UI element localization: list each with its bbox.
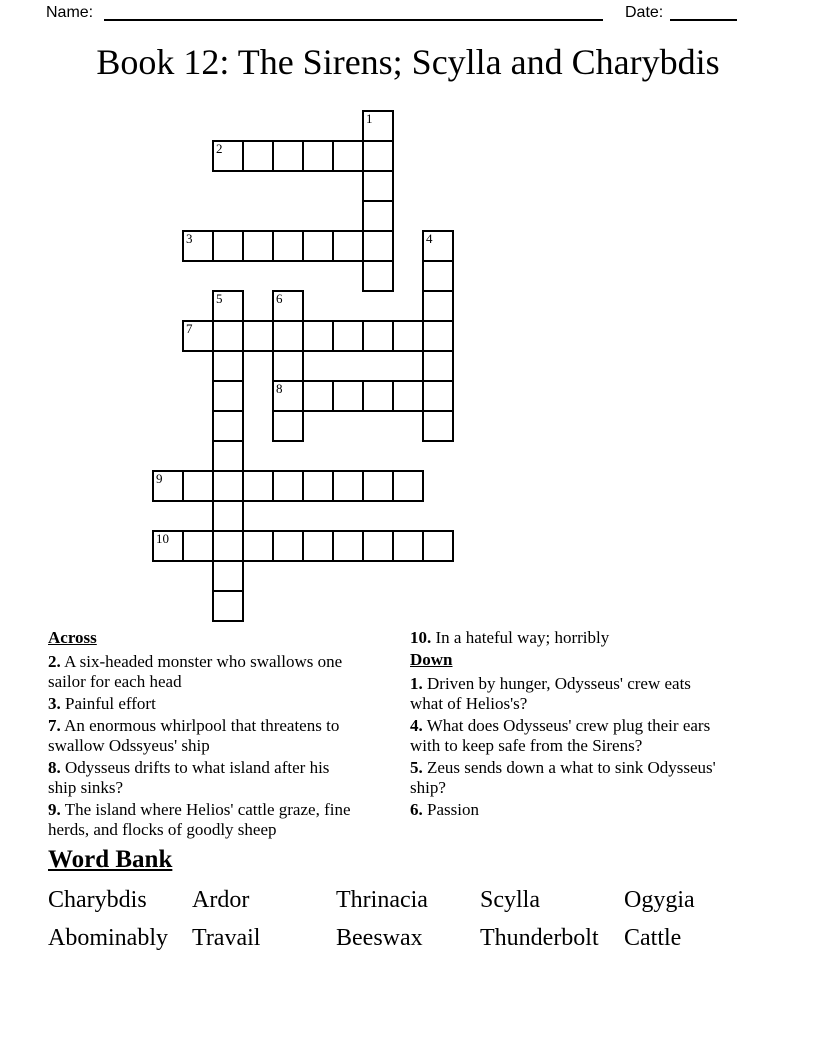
grid-cell[interactable] [422, 230, 454, 262]
clue-text: In a hateful way; horribly [435, 628, 610, 647]
clue-number: 10. [410, 628, 432, 647]
grid-cell[interactable] [272, 320, 304, 352]
grid-cell[interactable] [332, 320, 364, 352]
clue-text: Zeus sends down a what to sink Odysseus' ship? [410, 758, 716, 797]
clue-text: The island where Helios' cattle graze, fine herds, and flocks of goodly sheep [48, 800, 351, 839]
grid-cell[interactable] [272, 140, 304, 172]
word-bank-word: Thunderbolt [480, 925, 599, 951]
grid-cell[interactable] [422, 320, 454, 352]
grid-cell[interactable] [212, 590, 244, 622]
word-bank-word: Cattle [624, 925, 682, 951]
word-bank-word: Travail [192, 925, 261, 951]
grid-cell-number: 10 [156, 531, 169, 546]
word-bank-heading: Word Bank [48, 846, 173, 873]
grid-cell[interactable] [332, 230, 364, 262]
clue-heading: Down [410, 650, 453, 669]
grid-cell-number: 9 [156, 471, 163, 486]
grid-cell-number: 8 [276, 381, 283, 396]
clue-item [48, 652, 357, 692]
grid-cell[interactable] [152, 530, 184, 562]
clue-number: 8. [48, 758, 61, 777]
grid-cell[interactable] [392, 470, 424, 502]
word-bank-list [48, 885, 768, 961]
grid-cell[interactable] [212, 320, 244, 352]
grid-cell[interactable] [212, 560, 244, 592]
clue-text: Passion [427, 800, 479, 819]
grid-cell[interactable] [302, 140, 334, 172]
grid-cell[interactable] [212, 290, 244, 322]
clue-text: Painful effort [65, 694, 156, 713]
grid-cell[interactable] [332, 530, 364, 562]
grid-cell-number: 7 [186, 321, 193, 336]
word-bank-word: Charybdis [48, 887, 147, 913]
grid-cell[interactable] [272, 230, 304, 262]
grid-cell[interactable] [302, 320, 334, 352]
clue-number: 7. [48, 716, 61, 735]
grid-cell[interactable] [422, 410, 454, 442]
grid-cell[interactable] [422, 380, 454, 412]
grid-cell-number: 1 [366, 111, 373, 126]
clue-number: 1. [410, 674, 423, 693]
date-blank-line[interactable] [670, 19, 737, 21]
name-label: Name: [46, 4, 94, 21]
grid-cell-number: 6 [276, 291, 283, 306]
grid-cell[interactable] [212, 410, 244, 442]
grid-cell[interactable] [212, 500, 244, 532]
grid-cell[interactable] [302, 230, 334, 262]
grid-cell[interactable] [272, 350, 304, 382]
grid-cell[interactable] [212, 140, 244, 172]
grid-cell[interactable] [362, 380, 394, 412]
grid-cell[interactable] [422, 350, 454, 382]
clue-item [410, 800, 718, 820]
grid-cell-number: 3 [186, 231, 193, 246]
clue-number: 5. [410, 758, 423, 777]
clue-text: An enormous whirlpool that threatens to swallow Odssyeus' ship [48, 716, 340, 755]
grid-cell[interactable] [212, 530, 244, 562]
clue-item [410, 674, 718, 714]
clues-left-column [48, 628, 357, 842]
grid-cell[interactable] [302, 380, 334, 412]
clue-heading: Across [48, 628, 97, 647]
clue-item [410, 716, 718, 756]
clue-item [48, 716, 357, 756]
grid-cell[interactable] [182, 530, 214, 562]
grid-cell[interactable] [272, 380, 304, 412]
word-bank-word: Ogygia [624, 887, 695, 913]
grid-cell[interactable] [182, 320, 214, 352]
grid-cell[interactable] [392, 320, 424, 352]
grid-cell[interactable] [272, 470, 304, 502]
name-blank-line[interactable] [104, 19, 603, 21]
grid-cell[interactable] [362, 320, 394, 352]
clue-text: What does Odysseus' crew plug their ears with to keep safe from the Sirens? [410, 716, 711, 755]
word-bank-word: Thrinacia [336, 887, 428, 913]
grid-cell[interactable] [362, 230, 394, 262]
grid-cell[interactable] [242, 470, 274, 502]
clue-text: A six-headed monster who swallows one sailor for each head [48, 652, 343, 691]
grid-cell[interactable] [182, 230, 214, 262]
date-label: Date: [625, 4, 664, 21]
clue-number: 4. [410, 716, 423, 735]
grid-cell[interactable] [182, 470, 214, 502]
grid-cell[interactable] [422, 260, 454, 292]
grid-cell[interactable] [362, 140, 394, 172]
word-bank-word: Beeswax [336, 925, 423, 951]
grid-cell[interactable] [302, 470, 334, 502]
grid-cell[interactable] [242, 320, 274, 352]
clue-item [48, 800, 357, 840]
grid-cell[interactable] [392, 380, 424, 412]
grid-cell[interactable] [212, 230, 244, 262]
grid-cell[interactable] [422, 530, 454, 562]
grid-cell[interactable] [212, 380, 244, 412]
grid-cell-number: 2 [216, 141, 223, 156]
grid-cell[interactable] [272, 290, 304, 322]
grid-cell[interactable] [332, 140, 364, 172]
grid-cell[interactable] [242, 140, 274, 172]
grid-cell[interactable] [242, 530, 274, 562]
grid-cell[interactable] [242, 230, 274, 262]
grid-cell[interactable] [362, 470, 394, 502]
clue-number: 6. [410, 800, 423, 819]
clue-item [410, 758, 718, 798]
grid-cell[interactable] [362, 110, 394, 142]
clue-number: 2. [48, 652, 61, 671]
grid-cell[interactable] [332, 470, 364, 502]
page-title: Book 12: The Sirens; Scylla and Charybdis [96, 42, 720, 82]
grid-cell[interactable] [152, 470, 184, 502]
grid-cell[interactable] [272, 530, 304, 562]
grid-cell[interactable] [362, 530, 394, 562]
grid-cell[interactable] [422, 290, 454, 322]
clue-text: Driven by hunger, Odysseus' crew eats what of Helios's? [410, 674, 691, 713]
grid-cell[interactable] [272, 410, 304, 442]
clues-right-column [410, 628, 718, 822]
grid-cell[interactable] [212, 470, 244, 502]
grid-cell[interactable] [392, 530, 424, 562]
grid-cell[interactable] [302, 530, 334, 562]
grid-cell[interactable] [332, 380, 364, 412]
grid-cell[interactable] [362, 170, 394, 202]
clue-item [48, 758, 357, 798]
clue-text: Odysseus drifts to what island after his ship sinks? [48, 758, 330, 797]
clue-item [410, 628, 718, 648]
word-bank-word: Scylla [480, 887, 540, 913]
grid-cell[interactable] [212, 350, 244, 382]
crossword-grid [152, 110, 454, 622]
clue-number: 9. [48, 800, 61, 819]
grid-cell-number: 4 [426, 231, 433, 246]
grid-cell[interactable] [212, 440, 244, 472]
grid-cell[interactable] [362, 260, 394, 292]
clue-item [48, 694, 357, 714]
word-bank-word: Abominably [48, 925, 168, 951]
grid-cell-number: 5 [216, 291, 223, 306]
grid-cell[interactable] [362, 200, 394, 232]
clue-number: 3. [48, 694, 61, 713]
word-bank-word: Ardor [192, 887, 250, 913]
